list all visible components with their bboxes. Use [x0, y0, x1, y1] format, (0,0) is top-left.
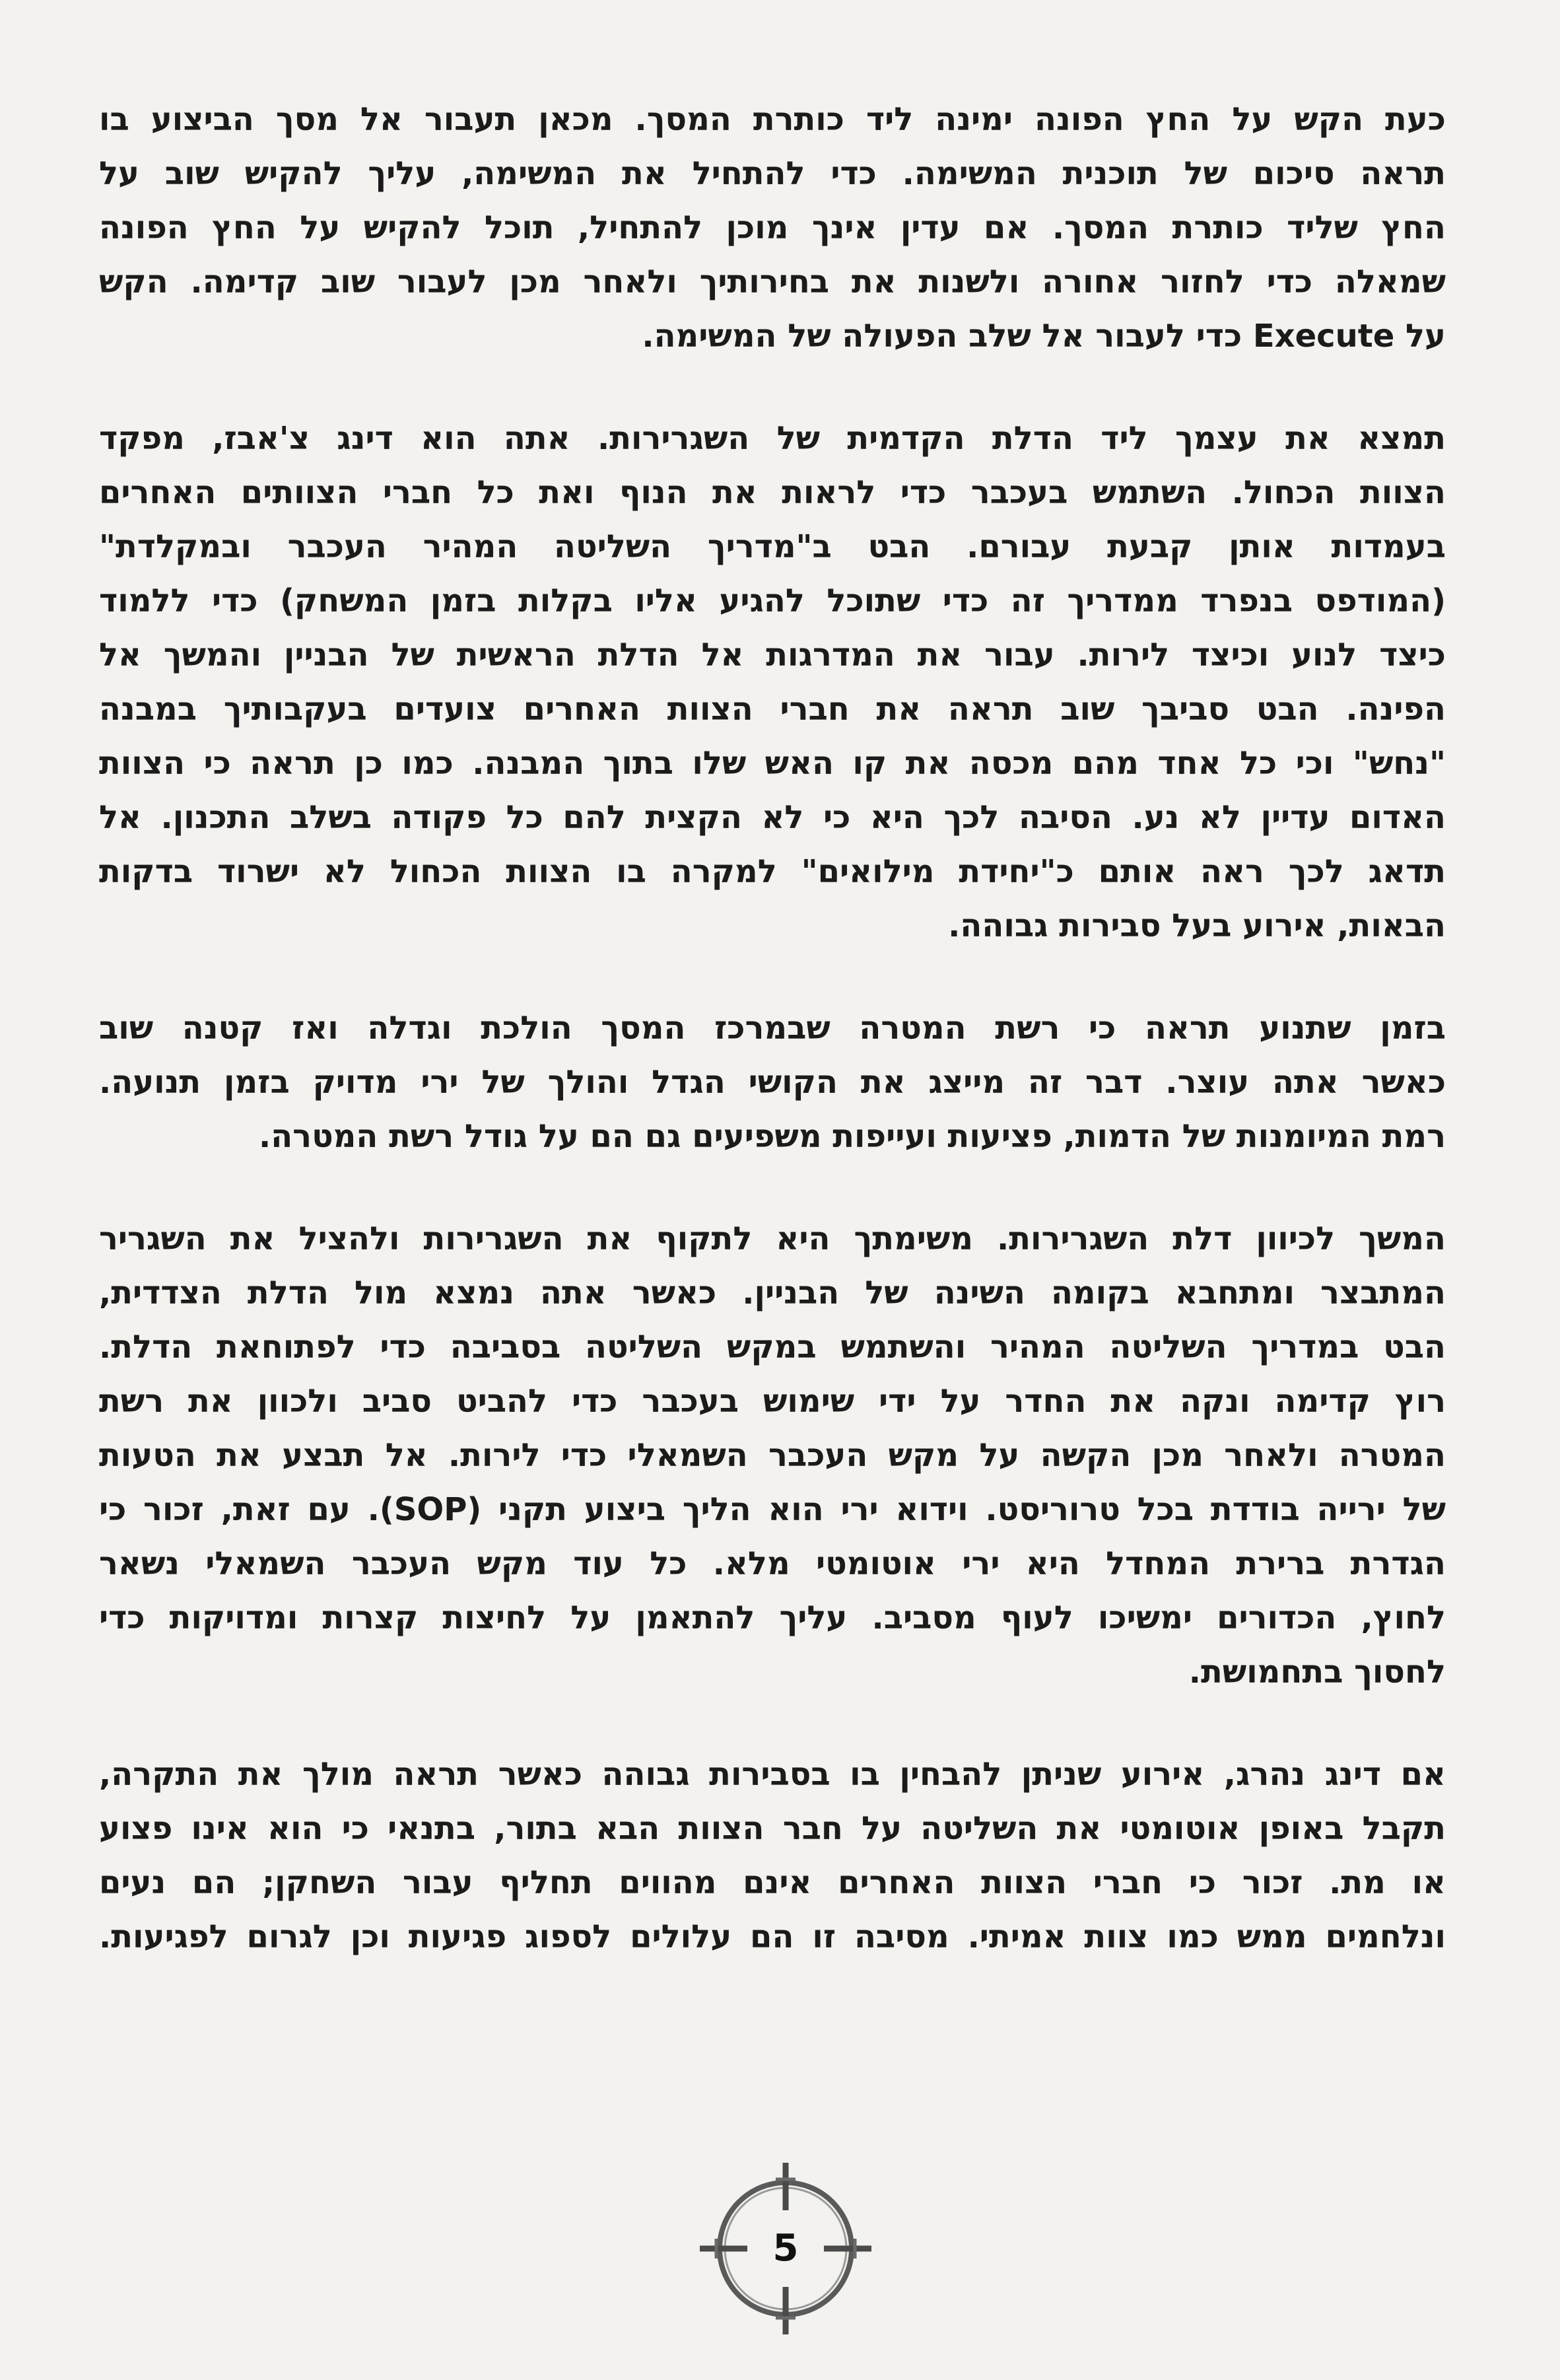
text-line: לחסוך בתחמושת.	[1188, 1654, 1446, 1691]
text-line: אם דינג נהרג, אירוע שניתן להבחין בו בסבירות גבוהה כאשר תראה מולך את התקרה,	[99, 1756, 1446, 1793]
text-line: רמת המיומנות של הדמות, פציעות ועייפות משפיעים גם הם על גודל רשת המטרה.	[258, 1118, 1446, 1155]
text-line: המשך לכיוון דלת השגרירות. משימתך היא לתקוף את השגרירות ולהציל את השגריר	[99, 1220, 1446, 1257]
text-line: הבט במדריך השליטה המהיר והשתמש במקש השליטה בסביבה כדי לפתוחאת הדלת.	[99, 1329, 1446, 1366]
text-line: כאשר אתה עוצר. דבר זה מייצג את הקושי הגדל והולך של ירי מדויק בזמן תנועה.	[99, 1064, 1446, 1101]
text-line: האדום עדיין לא נע. הסיבה לכך היא כי לא הקצית להם כל פקודה בשלב התכנון. אל	[99, 799, 1446, 836]
text-line: שמאלה כדי לחזור אחורה ולשנות את בחירותיך ולאחר מכן לעבור שוב קדימה. הקש	[99, 263, 1446, 300]
text-line: על Execute כדי לעבור אל שלב הפעולה של המשימה.	[642, 318, 1446, 355]
paragraph-embassy-assault	[99, 1212, 1446, 1699]
text-line: המתבצר ומתחבא בקומה השינה של הבניין. כאשר אתה נמצא מול הדלת הצדדית,	[99, 1275, 1446, 1312]
text-line: של ירייה בודדת בכל טרוריסט. וידוא ירי הוא הליך ביצוע תקני (SOP). עם זאת, זכור כי	[99, 1491, 1446, 1528]
text-line: תדאג לכך ראה אותם כ"יחידת מילואים" למקרה בו הצוות הכחול לא ישרוד בדקות	[99, 853, 1446, 890]
text-line: המטרה ולאחר מכן הקשה על מקש העכבר השמאלי כדי לירות. אל תבצע את הטעות	[99, 1437, 1446, 1474]
text-line: ונלחמים ממש כמו צוות אמיתי. מסיבה זו הם עלולים לספוג פגיעות וכן לגרום לפגיעות.	[99, 1918, 1446, 1955]
text-line: (המודפס בנפרד ממדריך זה כדי שתוכל להגיע אליו בקלות בזמן המשחק) כדי ללמוד	[99, 582, 1446, 619]
text-line: הפינה. הבט סביבך שוב תראה את חברי הצוות האחרים צועדים בעקבותיך במבנה	[99, 691, 1446, 728]
text-line: רוץ קדימה ונקה את החדר על ידי שימוש בעכבר כדי להביט סביב ולכוון את רשת	[99, 1383, 1446, 1420]
text-line: לחוץ, הכדורים ימשיכו לעוף מסביב. עליך להתאמן על לחיצות קצרות ומדויקות כדי	[99, 1599, 1446, 1636]
text-line: הצוות הכחול. השתמש בעכבר כדי לראות את הנוף ואת כל חברי הצוותים האחרים	[99, 474, 1446, 511]
text-line: תקבל באופן אוטומטי את השליטה על חבר הצוות הבא בתור, בתנאי כי הוא אינו פצוע	[99, 1810, 1446, 1847]
text-line: תמצא את עצמך ליד הדלת הקדמית של השגרירות. אתה הוא דינג צ'אבז, מפקד	[99, 420, 1446, 457]
page-folio	[687, 2150, 885, 2348]
text-line: בעמדות אותן קבעת עבורם. הבט ב"מדריך השליטה המהיר העכבר ובמקלדת"	[99, 528, 1446, 565]
text-line: כיצד לנוע וכיצד לירות. עבור את המדרגות אל הדלת הראשית של הבניין והמשך אל	[99, 637, 1446, 674]
paragraph-execute-screen	[99, 92, 1446, 363]
text-line: "נחש" וכי כל אחד מהם מכסה את קו האש שלו בתוך המבנה. כמו כן תראה כי הצוות	[99, 745, 1446, 782]
paragraph-ding-killed	[99, 1747, 1446, 1964]
text-line: בזמן שתנוע תראה כי רשת המטרה שבמרכז המסך הולכת וגדלה ואז קטנה שוב	[99, 1010, 1446, 1047]
text-line: או מת. זכור כי חברי הצוות האחרים אינם מהווים תחליף עבור השחקן; הם נעים	[99, 1864, 1446, 1901]
paragraph-embassy-front-door	[99, 411, 1446, 953]
text-line: החץ שליד כותרת המסך. אם עדין אינך מוכן להתחיל, תוכל להקיש על החץ הפונה	[99, 209, 1446, 246]
text-line: הגדרת ברירת המחדל היא ירי אוטומטי מלא. כל עוד מקש העכבר השמאלי נשאר	[99, 1545, 1446, 1582]
text-line: הבאות, אירוע בעל סבירות גבוהה.	[948, 907, 1446, 944]
paragraph-target-reticle	[99, 1001, 1446, 1164]
page-body	[99, 92, 1446, 2012]
page-number: 5	[772, 2227, 799, 2270]
text-line: תראה סיכום של תוכנית המשימה. כדי להתחיל את המשימה, עליך להקיש שוב על	[99, 155, 1446, 192]
text-line: כעת הקש על החץ הפונה ימינה ליד כותרת המסך. מכאן תעבור אל מסך הביצוע בו	[99, 101, 1446, 138]
